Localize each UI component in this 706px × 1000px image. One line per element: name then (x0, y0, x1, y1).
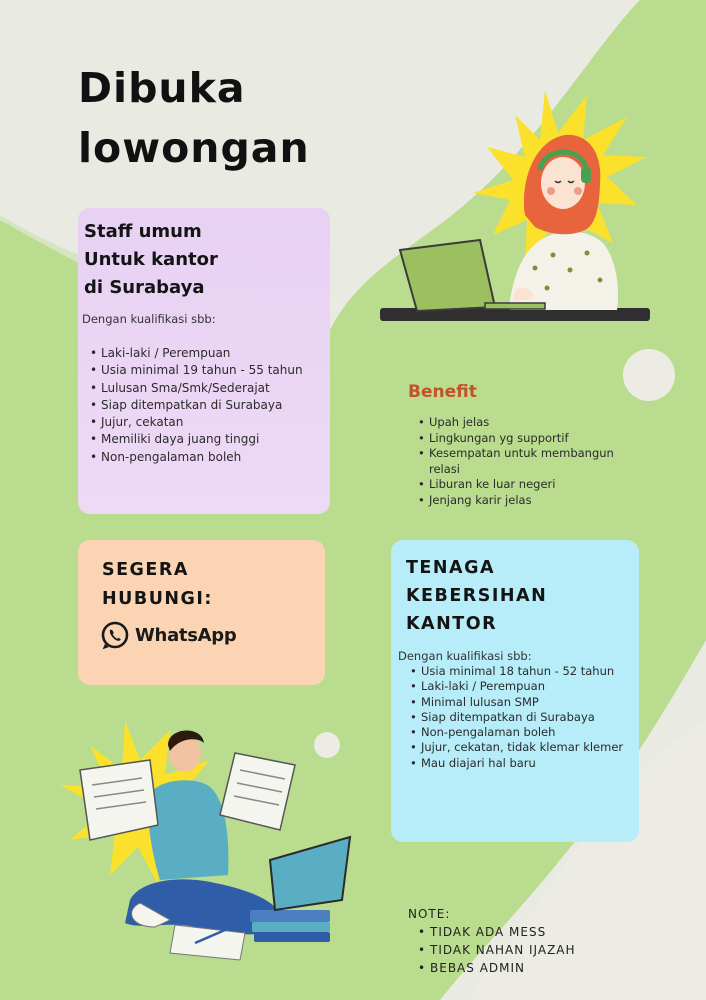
list-item: • Memiliki daya juang tinggi (88, 431, 313, 448)
benefit-heading: Benefit (408, 382, 477, 402)
list-item: • TIDAK ADA MESS (408, 923, 576, 941)
customer-service-illustration (375, 85, 665, 330)
list-item: • Kesempatan untuk membangun relasi (416, 446, 646, 477)
list-item: • Lingkungan yg supportif (416, 431, 646, 447)
title-line-2: lowongan (78, 124, 310, 172)
list-item: • TIDAK NAHAN IJAZAH (408, 941, 576, 959)
staff-umum-card (78, 208, 330, 514)
list-item: • Usia minimal 19 tahun - 55 tahun (88, 362, 313, 379)
list-item: • Non-pengalaman boleh (408, 725, 630, 740)
staff-heading-line-3: di Surabaya (84, 277, 205, 298)
paper-right (220, 753, 295, 830)
list-item: • Laki-laki / Perempuan (88, 345, 313, 362)
benefit-list (416, 415, 646, 508)
staff-qualification-list (88, 345, 313, 466)
cleaning-card-intro: Dengan kualifikasi sbb: (398, 649, 532, 663)
list-item: • Jenjang karir jelas (416, 493, 646, 509)
list-item: • Minimal lulusan SMP (408, 695, 630, 710)
page-title (78, 58, 310, 178)
staff-card-intro: Dengan kualifikasi sbb: (82, 312, 216, 326)
whatsapp-label: WhatsApp (135, 624, 237, 646)
tenaga-kebersihan-card (391, 540, 639, 842)
list-item: • Jujur, cekatan (88, 414, 313, 431)
contact-heading (102, 556, 213, 614)
whatsapp-link[interactable] (100, 620, 236, 650)
staff-heading-line-2: Untuk kantor (84, 249, 218, 270)
worker-reading-illustration (30, 715, 360, 975)
note-list (408, 923, 576, 977)
contact-card (78, 540, 325, 685)
cleaning-heading-line-2: KEBERSIHAN (406, 586, 548, 606)
contact-heading-line-1: SEGERA (102, 560, 189, 580)
whatsapp-icon (100, 620, 130, 650)
list-item: • Liburan ke luar negeri (416, 477, 646, 493)
decor-circle-large (623, 349, 675, 401)
note-label: NOTE: (408, 907, 451, 921)
staff-heading-line-1: Staff umum (84, 221, 202, 242)
title-line-1: Dibuka (78, 64, 246, 112)
list-item: • Mau diajari hal baru (408, 756, 630, 771)
list-item: • Upah jelas (416, 415, 646, 431)
list-item: • Non-pengalaman boleh (88, 449, 313, 466)
cleaning-heading-line-1: TENAGA (406, 558, 495, 578)
list-item: • Siap ditempatkan di Surabaya (408, 710, 630, 725)
list-item: • Siap ditempatkan di Surabaya (88, 397, 313, 414)
book-stack (250, 910, 330, 922)
list-item: • Lulusan Sma/Smk/Sederajat (88, 380, 313, 397)
cleaning-qualification-list (408, 664, 630, 771)
list-item: • BEBAS ADMIN (408, 959, 576, 977)
paper-left (80, 760, 158, 840)
contact-heading-line-2: HUBUNGI: (102, 589, 213, 609)
staff-card-heading (84, 218, 218, 302)
cleaning-heading-line-3: KANTOR (406, 614, 498, 634)
list-item: • Laki-laki / Perempuan (408, 679, 630, 694)
cleaning-card-heading (406, 554, 547, 638)
list-item: • Jujur, cekatan, tidak klemar klemer (408, 740, 630, 755)
list-item: • Usia minimal 18 tahun - 52 tahun (408, 664, 630, 679)
note-section (408, 906, 576, 977)
